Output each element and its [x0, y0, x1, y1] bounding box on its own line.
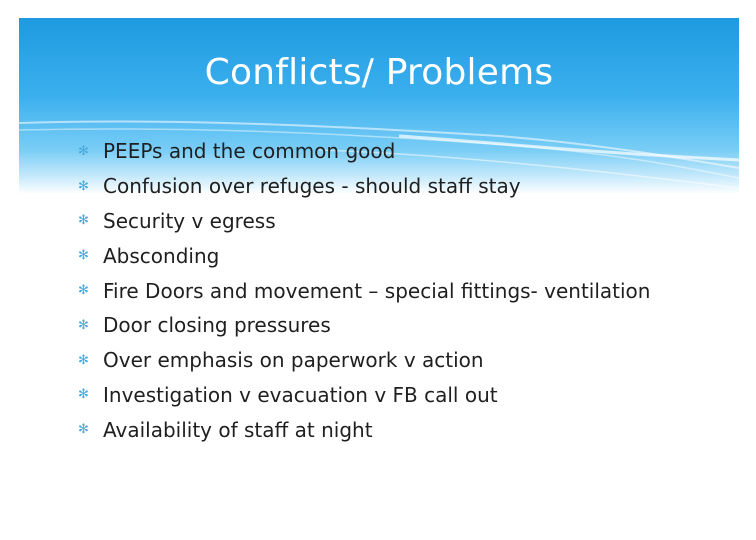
bullet-text: PEEPs and the common good	[103, 139, 396, 164]
asterisk-icon: ✻	[78, 422, 89, 438]
bullet-item	[78, 308, 718, 343]
bullet-text: Door closing pressures	[103, 313, 331, 338]
bullet-text: Over emphasis on paperwork v action	[103, 348, 484, 373]
bullet-item	[78, 169, 718, 204]
slide-title: Conflicts/ Problems	[204, 52, 554, 93]
bullet-item	[78, 343, 718, 378]
bullet-item	[78, 238, 718, 273]
bullet-text: Availability of staff at night	[103, 417, 373, 442]
asterisk-icon: ✻	[78, 213, 89, 229]
bullet-text: Security v egress	[103, 208, 276, 233]
asterisk-icon: ✻	[78, 143, 89, 159]
asterisk-icon: ✻	[78, 248, 89, 264]
bullet-text: Fire Doors and movement – special fittings- ventilation	[103, 278, 651, 303]
bullet-item	[78, 204, 718, 239]
asterisk-icon: ✻	[78, 283, 89, 299]
bullet-text: Investigation v evacuation v FB call out	[103, 382, 498, 407]
bullet-text: Confusion over refuges - should staff stay	[103, 174, 521, 199]
bullet-item	[78, 134, 718, 169]
asterisk-icon: ✻	[78, 317, 89, 333]
asterisk-icon: ✻	[78, 178, 89, 194]
bullet-list	[78, 134, 718, 447]
bullet-item	[78, 412, 718, 447]
asterisk-icon: ✻	[78, 352, 89, 368]
bullet-item	[78, 273, 718, 308]
bullet-item	[78, 378, 718, 413]
bullet-text: Absconding	[103, 243, 220, 268]
asterisk-icon: ✻	[78, 387, 89, 403]
